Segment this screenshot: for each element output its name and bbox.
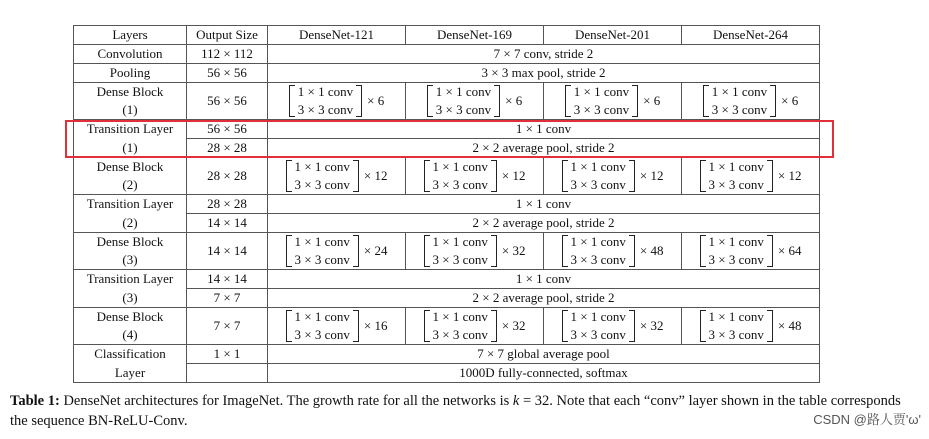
desc-cell: 2 × 2 average pool, stride 2 <box>268 214 820 233</box>
layer-cell: (1) <box>74 139 187 158</box>
bracket-matrix: 1 × 1 conv 3 × 3 conv <box>562 158 635 194</box>
block-cell: 1 × 1 conv 3 × 3 conv × 12 <box>268 158 406 195</box>
table-row <box>74 289 820 308</box>
size-cell: 14 × 14 <box>187 233 268 270</box>
size-cell: 56 × 56 <box>187 64 268 83</box>
bracket-matrix: 1 × 1 conv 3 × 3 conv <box>562 233 635 269</box>
bracket-matrix: 1 × 1 conv 3 × 3 conv <box>700 158 773 194</box>
bracket-matrix: 1 × 1 conv 3 × 3 conv <box>700 233 773 269</box>
densenet-architecture-table <box>73 25 820 383</box>
layer-cell: Pooling <box>74 64 187 83</box>
desc-cell: 2 × 2 average pool, stride 2 <box>268 139 820 158</box>
desc-cell: 1 × 1 conv <box>268 270 820 289</box>
size-cell: 28 × 28 <box>187 195 268 214</box>
block-cell: 1 × 1 conv 3 × 3 conv × 6 <box>682 83 820 120</box>
layer-cell: Layer <box>74 364 187 383</box>
size-cell: 7 × 7 <box>187 289 268 308</box>
layer-cell: Transition Layer <box>74 195 187 214</box>
block-cell: 1 × 1 conv 3 × 3 conv × 12 <box>406 158 544 195</box>
layer-cell: Transition Layer <box>74 270 187 289</box>
bracket-matrix: 1 × 1 conv 3 × 3 conv <box>286 308 359 344</box>
header-row <box>74 26 820 45</box>
bracket-matrix: 1 × 1 conv 3 × 3 conv <box>289 83 362 119</box>
table-row <box>74 345 820 364</box>
size-cell: 112 × 112 <box>187 45 268 64</box>
desc-cell: 2 × 2 average pool, stride 2 <box>268 289 820 308</box>
table-row <box>74 233 820 270</box>
block-cell: 1 × 1 conv 3 × 3 conv × 32 <box>406 233 544 270</box>
layer-cell: (2) <box>74 214 187 233</box>
table-row <box>74 64 820 83</box>
table-row <box>74 270 820 289</box>
block-cell: 1 × 1 conv 3 × 3 conv × 32 <box>544 308 682 345</box>
watermark: CSDN @路人贾'ω' <box>813 412 921 427</box>
table-row <box>74 214 820 233</box>
desc-cell: 1 × 1 conv <box>268 120 820 139</box>
layer-cell: (3) <box>74 289 187 308</box>
header-cell: Layers <box>74 26 187 45</box>
layer-cell: Convolution <box>74 45 187 64</box>
size-cell: 7 × 7 <box>187 308 268 345</box>
table-row <box>74 83 820 120</box>
layer-cell: Dense Block (4) <box>74 308 187 345</box>
size-cell: 14 × 14 <box>187 214 268 233</box>
table-row <box>74 364 820 383</box>
size-cell: 1 × 1 <box>187 345 268 364</box>
layer-cell: Dense Block (1) <box>74 83 187 120</box>
layer-cell: Transition Layer <box>74 120 187 139</box>
bracket-matrix: 1 × 1 conv 3 × 3 conv <box>562 308 635 344</box>
header-cell: DenseNet-121 <box>268 26 406 45</box>
block-cell: 1 × 1 conv 3 × 3 conv × 16 <box>268 308 406 345</box>
bracket-matrix: 1 × 1 conv 3 × 3 conv <box>424 308 497 344</box>
desc-cell: 7 × 7 conv, stride 2 <box>268 45 820 64</box>
layer-cell: Classification <box>74 345 187 364</box>
size-cell: 56 × 56 <box>187 83 268 120</box>
block-cell: 1 × 1 conv 3 × 3 conv × 48 <box>682 308 820 345</box>
header-cell: DenseNet-264 <box>682 26 820 45</box>
header-cell: Output Size <box>187 26 268 45</box>
desc-cell: 7 × 7 global average pool <box>268 345 820 364</box>
block-cell: 1 × 1 conv 3 × 3 conv × 6 <box>406 83 544 120</box>
bracket-matrix: 1 × 1 conv 3 × 3 conv <box>700 308 773 344</box>
table-row <box>74 195 820 214</box>
bracket-matrix: 1 × 1 conv 3 × 3 conv <box>427 83 500 119</box>
bracket-matrix: 1 × 1 conv 3 × 3 conv <box>703 83 776 119</box>
desc-cell: 3 × 3 max pool, stride 2 <box>268 64 820 83</box>
table-caption: Table 1: DenseNet architectures for ImageNet. The growth rate for all the networks is k = 32. Note that each “conv” layer shown in the table corresponds the sequence BN-ReLU-Conv. <box>10 393 901 429</box>
size-cell: 56 × 56 <box>187 120 268 139</box>
block-cell: 1 × 1 conv 3 × 3 conv × 12 <box>544 158 682 195</box>
bracket-matrix: 1 × 1 conv 3 × 3 conv <box>565 83 638 119</box>
block-cell: 1 × 1 conv 3 × 3 conv × 48 <box>544 233 682 270</box>
size-cell: 14 × 14 <box>187 270 268 289</box>
block-cell: 1 × 1 conv 3 × 3 conv × 12 <box>682 158 820 195</box>
table-row <box>74 308 820 345</box>
desc-cell: 1000D fully-connected, softmax <box>268 364 820 383</box>
header-cell: DenseNet-201 <box>544 26 682 45</box>
bracket-matrix: 1 × 1 conv 3 × 3 conv <box>286 233 359 269</box>
bracket-matrix: 1 × 1 conv 3 × 3 conv <box>424 158 497 194</box>
header-cell: DenseNet-169 <box>406 26 544 45</box>
bracket-matrix: 1 × 1 conv 3 × 3 conv <box>286 158 359 194</box>
size-cell: 28 × 28 <box>187 139 268 158</box>
table-row <box>74 139 820 158</box>
block-cell: 1 × 1 conv 3 × 3 conv × 32 <box>406 308 544 345</box>
desc-cell: 1 × 1 conv <box>268 195 820 214</box>
size-cell <box>187 364 268 383</box>
block-cell: 1 × 1 conv 3 × 3 conv × 64 <box>682 233 820 270</box>
table-row <box>74 158 820 195</box>
table-row <box>74 45 820 64</box>
size-cell: 28 × 28 <box>187 158 268 195</box>
block-cell: 1 × 1 conv 3 × 3 conv × 24 <box>268 233 406 270</box>
layer-cell: Dense Block (2) <box>74 158 187 195</box>
bracket-matrix: 1 × 1 conv 3 × 3 conv <box>424 233 497 269</box>
block-cell: 1 × 1 conv 3 × 3 conv × 6 <box>544 83 682 120</box>
table-row <box>74 120 820 139</box>
layer-cell: Dense Block (3) <box>74 233 187 270</box>
block-cell: 1 × 1 conv 3 × 3 conv × 6 <box>268 83 406 120</box>
